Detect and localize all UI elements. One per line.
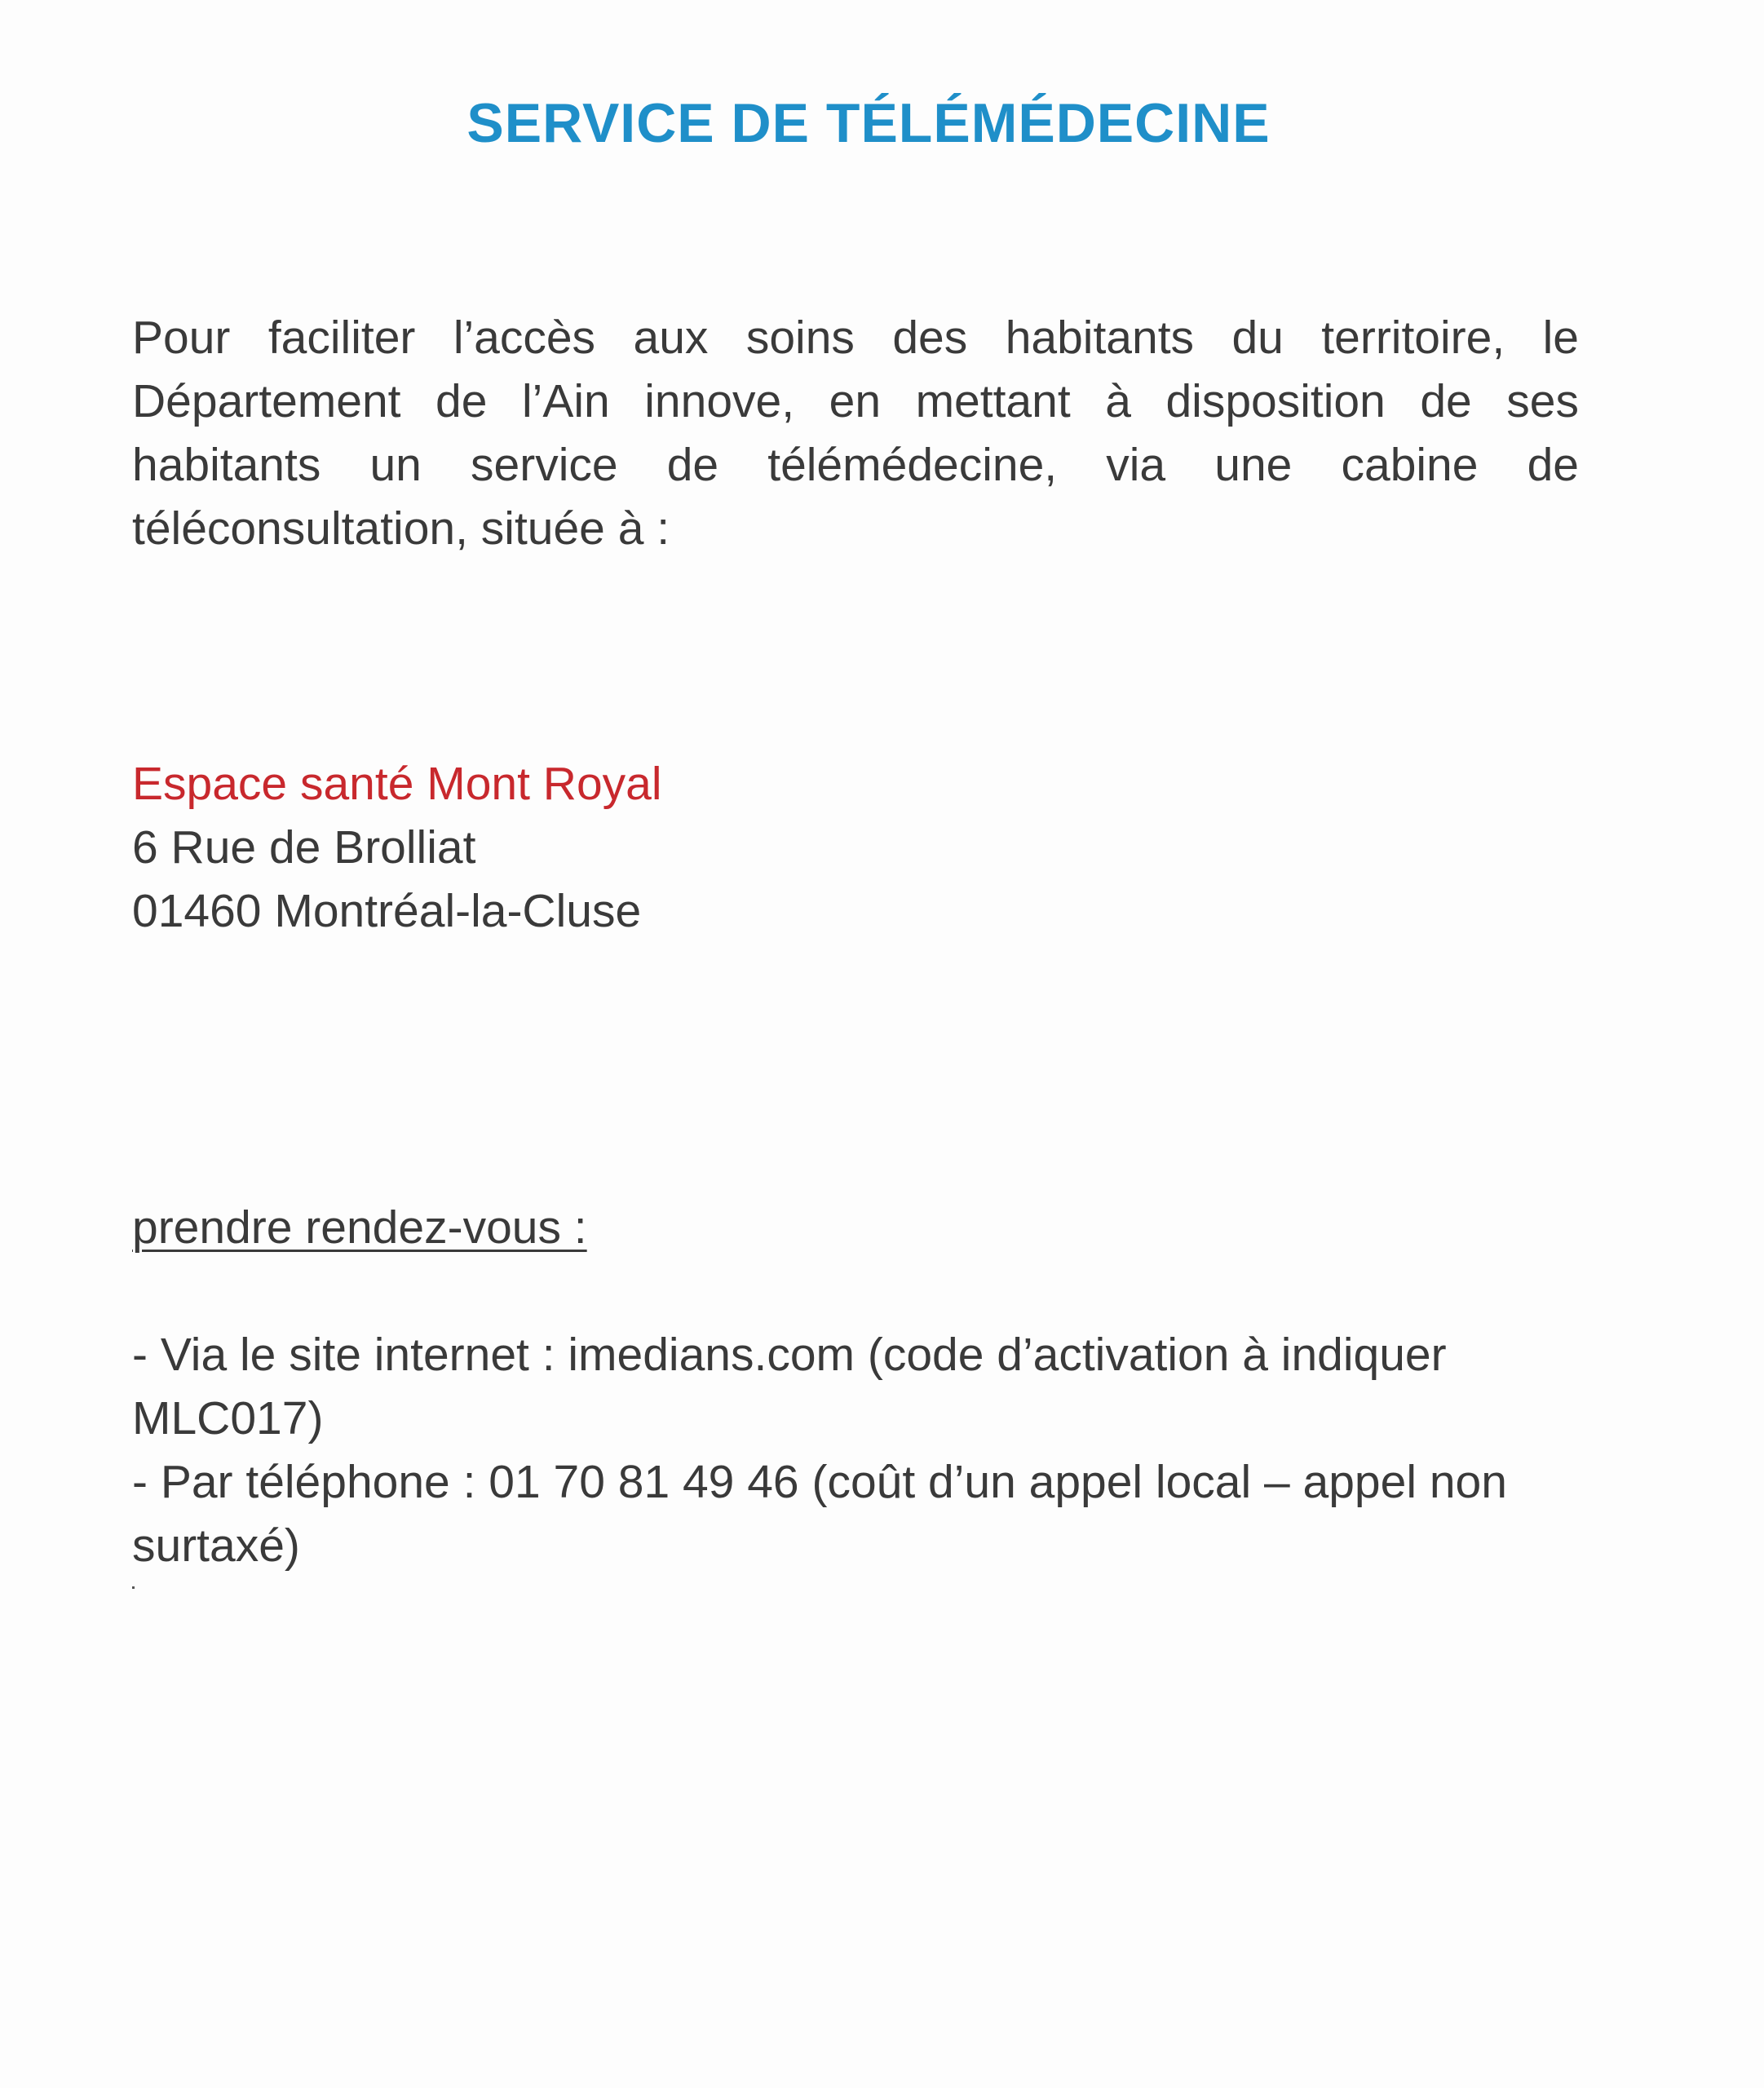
address-street: 6 Rue de Brolliat (132, 821, 476, 874)
appointment-option-phone: - Par téléphone : 01 70 81 49 46 (coût d’un appel local – appel non surtaxé) (132, 1456, 1507, 1572)
page-title: SERVICE DE TÉLÉMÉDECINE (466, 92, 1271, 154)
intro-paragraph: Pour faciliter l’accès aux soins des habitants du territoire, le Département de l’Ain innove, en mettant à disposition de ses habitants un service de télémédecine, via une cabine de téléconsultation, située à : (132, 312, 1579, 555)
appointment-option-website: - Via le site internet : imedians.com (code d’activation à indiquer MLC017) (132, 1329, 1447, 1444)
stray-mark (132, 1586, 135, 1589)
appointment-heading: prendre rendez-vous : (132, 1201, 587, 1254)
address-place-name: Espace santé Mont Royal (132, 758, 662, 810)
appointment-options-list (132, 1323, 1551, 1577)
address-city: 01460 Montréal-la-Cluse (132, 885, 642, 937)
address-block (132, 752, 1192, 943)
